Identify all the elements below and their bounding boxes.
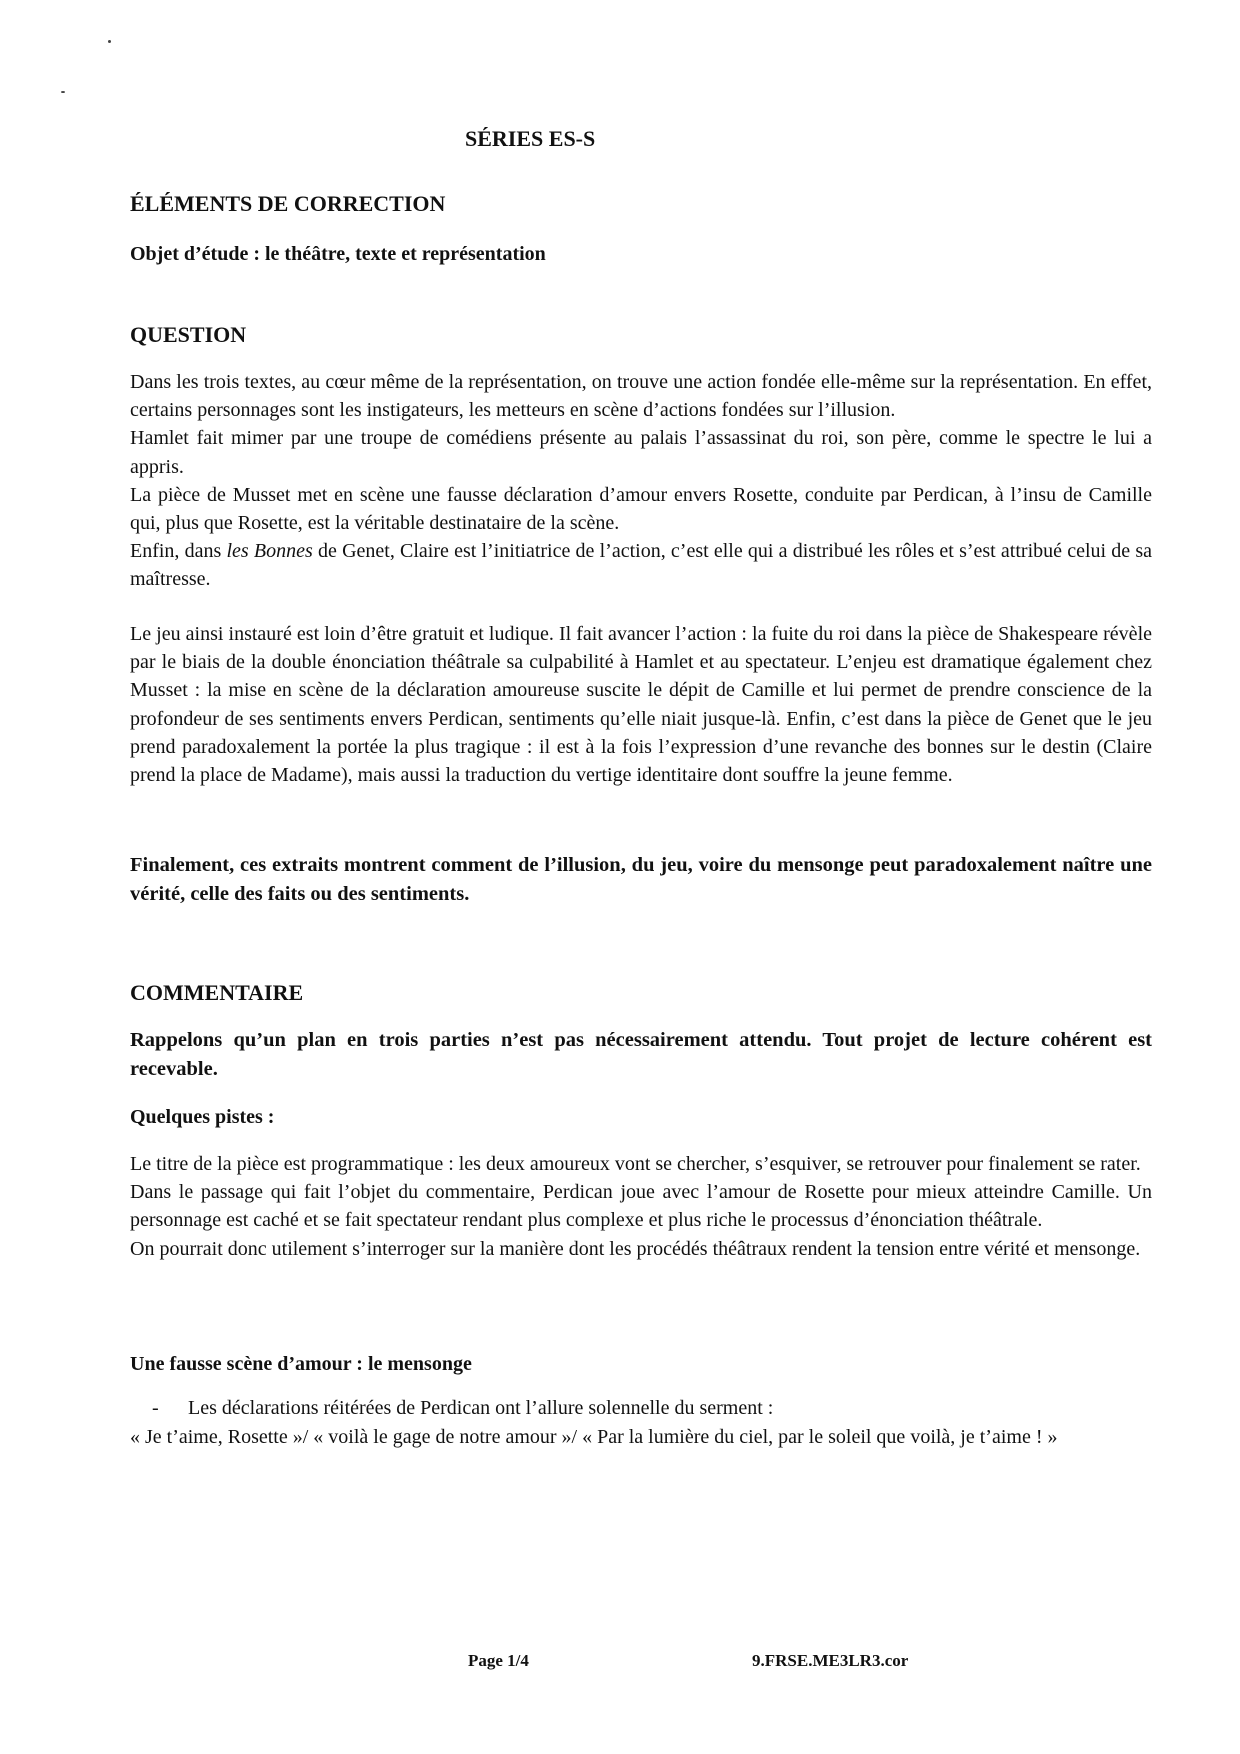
scan-speck: [61, 91, 65, 93]
scan-speck: [108, 40, 111, 43]
objet-etude-heading: Objet d’étude : le théâtre, texte et représentation: [130, 243, 546, 265]
pistes-text: [130, 1150, 1152, 1263]
document-reference: 9.FRSE.ME3LR3.cor: [752, 1651, 909, 1670]
page-number: Page 1/4: [468, 1651, 529, 1670]
bullet-dash: -: [152, 1397, 159, 1419]
question-heading: QUESTION: [130, 322, 247, 347]
elements-heading: ÉLÉMENTS DE CORRECTION: [130, 191, 446, 216]
question-text: [130, 368, 1152, 594]
jeu-paragraph: Le jeu ainsi instauré est loin d’être gratuit et ludique. Il fait avancer l’action : la fuite du roi dans la pièce de Shakespeare révèle par le biais de la double énonciation théâtrale sa culpabilité à Hamlet et au spectateur. L’enjeu est dramatique également chez Musset : la mise en scène de la déclaration amoureuse suscite le dépit de Camille et lui permet de prendre conscience de la profondeur de ses sentiments envers Perdican, sentiments qu’elle niait jusque-là. Enfin, c’est dans la pièce de Genet que le jeu prend paradoxalement la portée la plus tragique : il est à la fois l’expression d’une revanche des bonnes sur le destin (Claire prend la place de Madame), mais aussi la traduction du vertige identitaire dont souffre la jeune femme.: [130, 623, 1152, 787]
commentaire-heading: COMMENTAIRE: [130, 980, 304, 1005]
question-paragraph: Hamlet fait mimer par une troupe de comédiens présente au palais l’assassinat du roi, son père, comme le spectre le lui a appris.: [130, 427, 1152, 478]
series-heading: SÉRIES ES-S: [465, 126, 596, 151]
question-paragraph: Dans les trois textes, au cœur même de la représentation, on trouve une action fondée elle-même sur la représentation. En effet, certains personnages sont les instigateurs, les metteurs en scène d’actions fondées sur l’illusion.: [130, 371, 1152, 422]
finalement-paragraph: Finalement, ces extraits montrent comment de l’illusion, du jeu, voire du mensonge peut paradoxalement naître une vérité, celle des faits ou des sentiments.: [130, 854, 1152, 905]
genet-paragraph: Enfin, dans les Bonnes de Genet, Claire est l’initiatrice de l’action, c’est elle qui a distribué les rôles et s’est attribué celui de sa maîtresse.: [130, 540, 1153, 591]
fausse-scene-heading: Une fausse scène d’amour : le mensonge: [130, 1353, 472, 1375]
quote-paragraph: « Je t’aime, Rosette »/ « voilà le gage de notre amour »/ « Par la lumière du ciel, par le soleil que voilà, je t’aime ! »: [130, 1426, 1058, 1448]
pistes-paragraph: On pourrait donc utilement s’interroger sur la manière dont les procédés théâtraux rendent la tension entre vérité et mensonge.: [130, 1237, 1141, 1260]
pistes-heading: Quelques pistes :: [130, 1106, 275, 1128]
play-title-les-bonnes: les Bonnes: [226, 540, 313, 563]
pistes-paragraph: Dans le passage qui fait l’objet du commentaire, Perdican joue avec l’amour de Rosette pour mieux atteindre Camille. Un personnage est caché et se fait spectateur rendant plus complexe et plus riche le processus d’énonciation théâtrale.: [130, 1181, 1152, 1232]
rappelons-paragraph: Rappelons qu’un plan en trois parties n’est pas nécessairement attendu. Tout projet de lecture cohérent est recevable.: [130, 1029, 1152, 1080]
question-paragraph: La pièce de Musset met en scène une fausse déclaration d’amour envers Rosette, conduite par Perdican, à l’insu de Camille qui, plus que Rosette, est la véritable destinataire de la scène.: [130, 483, 1152, 535]
pistes-paragraph: Le titre de la pièce est programmatique : les deux amoureux vont se chercher, s’esquiver, se retrouver pour finalement se rater.: [130, 1153, 1141, 1175]
bullet-item: - Les déclarations réitérées de Perdican ont l’allure solennelle du serment :: [152, 1397, 774, 1419]
